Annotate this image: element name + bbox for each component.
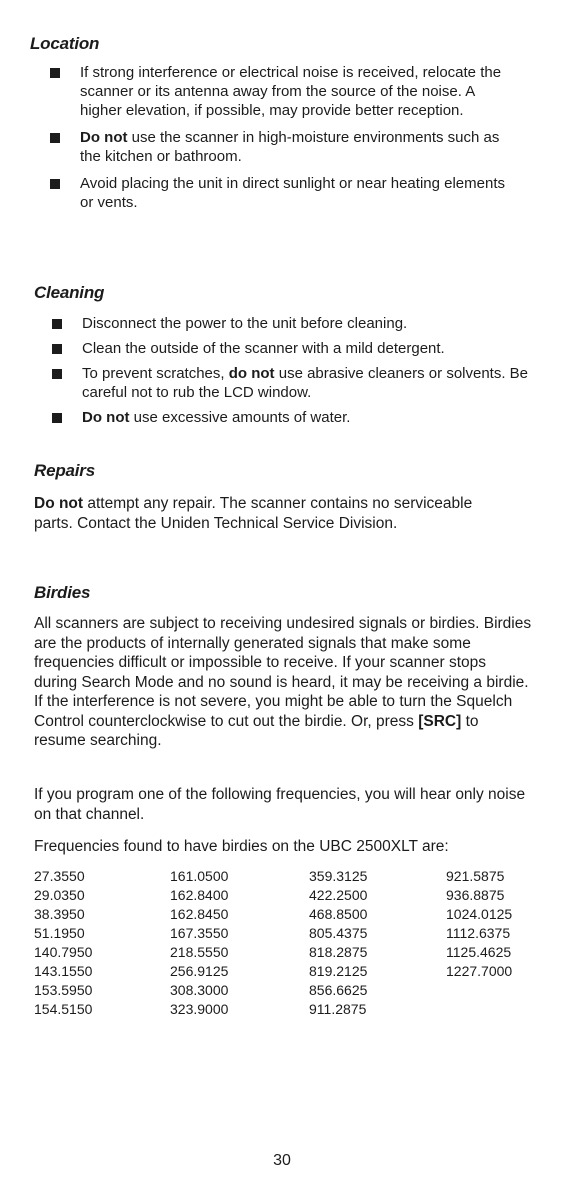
frequency-value: 162.8400 xyxy=(170,887,229,903)
frequency-value: 422.2500 xyxy=(309,887,368,903)
frequency-value: 38.3950 xyxy=(34,906,85,922)
bullet-square-icon xyxy=(50,133,60,143)
frequency-value: 805.4375 xyxy=(309,925,368,941)
frequency-value: 218.5550 xyxy=(170,944,229,960)
frequency-column-4 xyxy=(446,867,536,1019)
location-item-1 xyxy=(0,63,520,120)
location-list xyxy=(0,63,520,212)
cleaning-item-4-text: use excessive amounts of water. xyxy=(129,409,351,426)
location-heading: Location xyxy=(30,34,100,53)
cleaning-item-4 xyxy=(0,408,532,427)
src-key-label: [SRC] xyxy=(418,712,462,730)
cleaning-heading: Cleaning xyxy=(34,283,105,302)
cleaning-list xyxy=(0,314,532,427)
location-item-2-bold: Do not xyxy=(80,129,128,146)
frequency-value: 143.1550 xyxy=(34,963,93,979)
frequency-value: 140.7950 xyxy=(34,944,93,960)
cleaning-item-3-bold: do not xyxy=(228,365,275,382)
cleaning-item-1 xyxy=(0,314,532,333)
cleaning-item-3 xyxy=(0,364,532,402)
bullet-square-icon xyxy=(52,319,62,329)
frequency-value: 1227.7000 xyxy=(446,963,513,979)
frequency-column-1 xyxy=(34,867,170,1019)
frequency-value: 167.3550 xyxy=(170,925,229,941)
birdies-para1-pre: All scanners are subject to receiving undesired signals or birdies. Birdies are the products of internally generated signals that make some frequencies difficult or impossible to receive. If your scanner stops during Search Mode and no sound is heard, it may be receiving a birdie. If the interference is not severe, you might be able to turn the Squelch Control counterclockwise to cut out the birdie. Or, press xyxy=(34,615,532,730)
cleaning-item-4-bold: Do not xyxy=(82,409,130,426)
page-number: 30 xyxy=(273,1152,291,1169)
frequency-value: 819.2125 xyxy=(309,963,368,979)
frequency-value: 1112.6375 xyxy=(446,925,511,941)
location-item-1-text: If strong interference or electrical noise is received, relocate the scanner or its antenna away from the source of the noise. A higher elevation, if possible, may provide better reception. xyxy=(80,64,502,119)
frequency-value: 936.8875 xyxy=(446,887,505,903)
frequency-value: 1125.4625 xyxy=(446,944,512,960)
location-item-2-text: use the scanner in high-moisture environments such as the kitchen or bathroom. xyxy=(80,129,500,165)
frequency-value: 911.2875 xyxy=(309,1001,367,1017)
frequency-column-3 xyxy=(309,867,446,1019)
frequency-value: 154.5150 xyxy=(34,1001,93,1017)
bullet-square-icon xyxy=(52,369,62,379)
location-item-2 xyxy=(0,128,520,166)
repairs-paragraph xyxy=(34,494,504,533)
bullet-square-icon xyxy=(50,179,60,189)
frequency-value: 818.2875 xyxy=(309,944,368,960)
repairs-bold: Do not xyxy=(34,495,84,512)
frequency-value: 51.1950 xyxy=(34,925,85,941)
frequency-value: 162.8450 xyxy=(170,906,229,922)
frequency-value: 153.5950 xyxy=(34,982,93,998)
bullet-square-icon xyxy=(50,68,60,78)
frequency-value: 359.3125 xyxy=(309,868,368,884)
repairs-text: attempt any repair. The scanner contains no serviceable parts. Contact the Uniden Technical Service Division. xyxy=(34,495,473,532)
frequency-value: 856.6625 xyxy=(309,982,368,998)
birdies-paragraph-1 xyxy=(34,614,532,751)
frequency-value: 323.9000 xyxy=(170,1001,229,1017)
birdie-frequency-table xyxy=(34,867,534,1019)
birdies-heading: Birdies xyxy=(34,583,91,602)
birdies-paragraph-3: Frequencies found to have birdies on the UBC 2500XLT are: xyxy=(34,838,449,855)
cleaning-item-3-pre: To prevent scratches, xyxy=(82,365,229,382)
repairs-heading: Repairs xyxy=(34,461,95,480)
frequency-value: 1024.0125 xyxy=(446,906,513,922)
birdies-para1-post: to resume searching. xyxy=(34,712,479,749)
birdies-paragraph-2: If you program one of the following frequencies, you will hear only noise on that channel. xyxy=(34,786,526,823)
cleaning-item-2-text: Clean the outside of the scanner with a mild detergent. xyxy=(82,340,445,357)
frequency-value: 256.9125 xyxy=(170,963,229,979)
location-item-3 xyxy=(0,174,520,212)
frequency-value: 29.0350 xyxy=(34,887,85,903)
frequency-value: 308.3000 xyxy=(170,982,229,998)
bullet-square-icon xyxy=(52,413,62,423)
bullet-square-icon xyxy=(52,344,62,354)
cleaning-item-2 xyxy=(0,339,532,358)
cleaning-item-3-post: use abrasive cleaners or solvents. Be careful not to rub the LCD window. xyxy=(82,365,529,401)
frequency-value: 921.5875 xyxy=(446,868,505,884)
frequency-column-2 xyxy=(170,867,309,1019)
frequency-value: 468.8500 xyxy=(309,906,368,922)
frequency-value: 161.0500 xyxy=(170,868,229,884)
cleaning-item-1-text: Disconnect the power to the unit before cleaning. xyxy=(82,315,408,332)
location-item-3-text: Avoid placing the unit in direct sunlight or near heating elements or vents. xyxy=(80,175,505,211)
frequency-value: 27.3550 xyxy=(34,868,85,884)
